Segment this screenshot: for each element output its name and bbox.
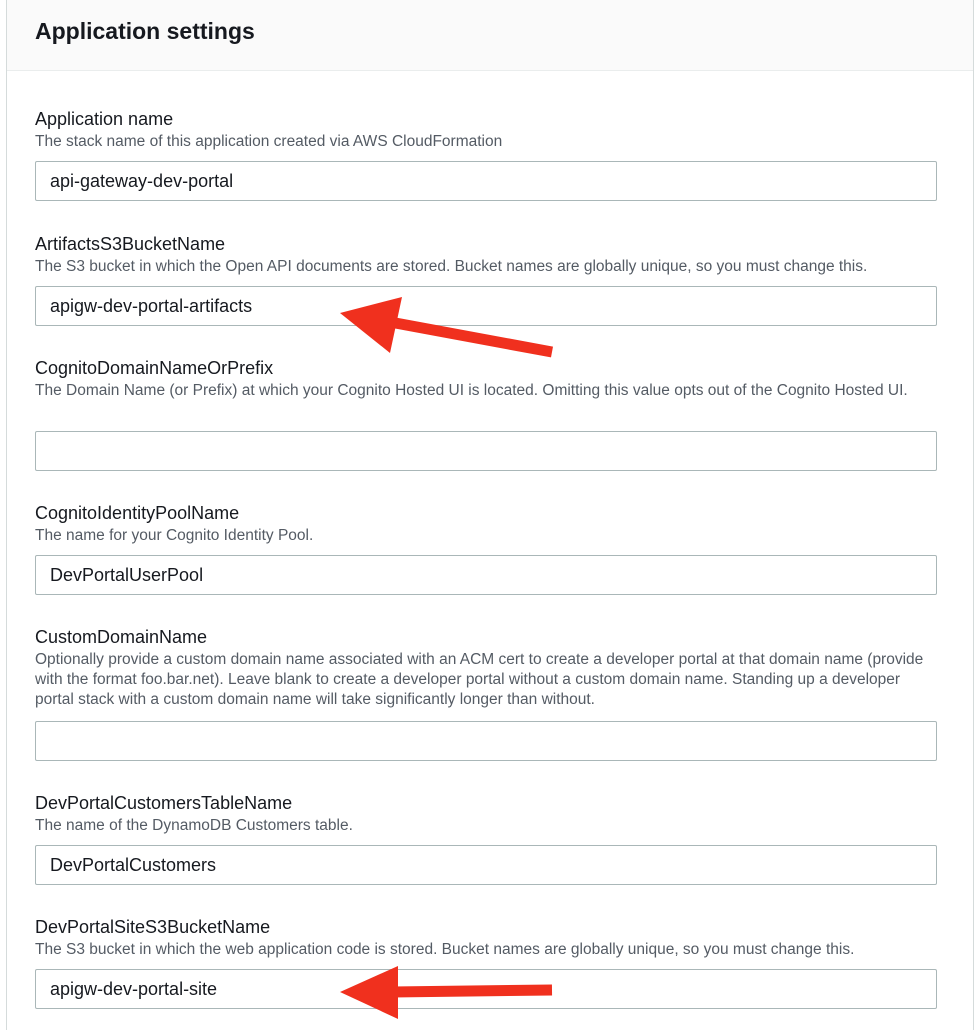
field-custom-domain-name [35,626,938,710]
field-cognito-domain-name-or-prefix [35,357,938,401]
field-label: CustomDomainName [35,627,208,647]
field-label: Application name [35,109,174,129]
field-label: DevPortalSiteS3BucketName [35,917,271,937]
custom-domain-name-input[interactable] [35,721,937,761]
field-artifacts-s3-bucket-name [35,233,938,277]
field-description: The name for your Cognito Identity Pool. [35,527,314,544]
field-label: DevPortalCustomersTableName [35,793,293,813]
field-description: The Domain Name (or Prefix) at which your Cognito Hosted UI is located. Omitting this value opts out of the Cognito Hosted UI. [35,382,908,399]
artifacts-s3-bucket-name-input[interactable] [35,286,937,326]
panel-title: Application settings [35,18,255,44]
field-label: CognitoDomainNameOrPrefix [35,358,274,378]
field-description: The stack name of this application created via AWS CloudFormation [35,133,503,150]
application-settings-panel [6,0,974,1030]
field-description: The name of the DynamoDB Customers table. [35,817,353,834]
field-description: The S3 bucket in which the Open API documents are stored. Bucket names are globally unique, so you must change this. [35,258,868,275]
dev-portal-site-s3-bucket-name-input[interactable] [35,969,937,1009]
dev-portal-customers-table-name-input[interactable] [35,845,937,885]
field-dev-portal-customers-table-name [35,792,938,836]
field-label: CognitoIdentityPoolName [35,503,240,523]
field-application-name [35,108,938,152]
field-dev-portal-site-s3-bucket-name [35,916,938,960]
panel-header [7,0,973,71]
application-name-input[interactable] [35,161,937,201]
field-label: ArtifactsS3BucketName [35,234,226,254]
cognito-identity-pool-name-input[interactable] [35,555,937,595]
field-cognito-identity-pool-name [35,502,938,546]
field-description: The S3 bucket in which the web application code is stored. Bucket names are globally unique, so you must change this. [35,941,855,958]
cognito-domain-name-or-prefix-input[interactable] [35,431,937,471]
field-description: Optionally provide a custom domain name associated with an ACM cert to create a developer portal at that domain name (provide with the format foo.bar.net). Leave blank to create a developer portal without a custom domain name. Standing up a developer portal stack with a custom domain name will take significantly longer than without. [35,651,924,708]
